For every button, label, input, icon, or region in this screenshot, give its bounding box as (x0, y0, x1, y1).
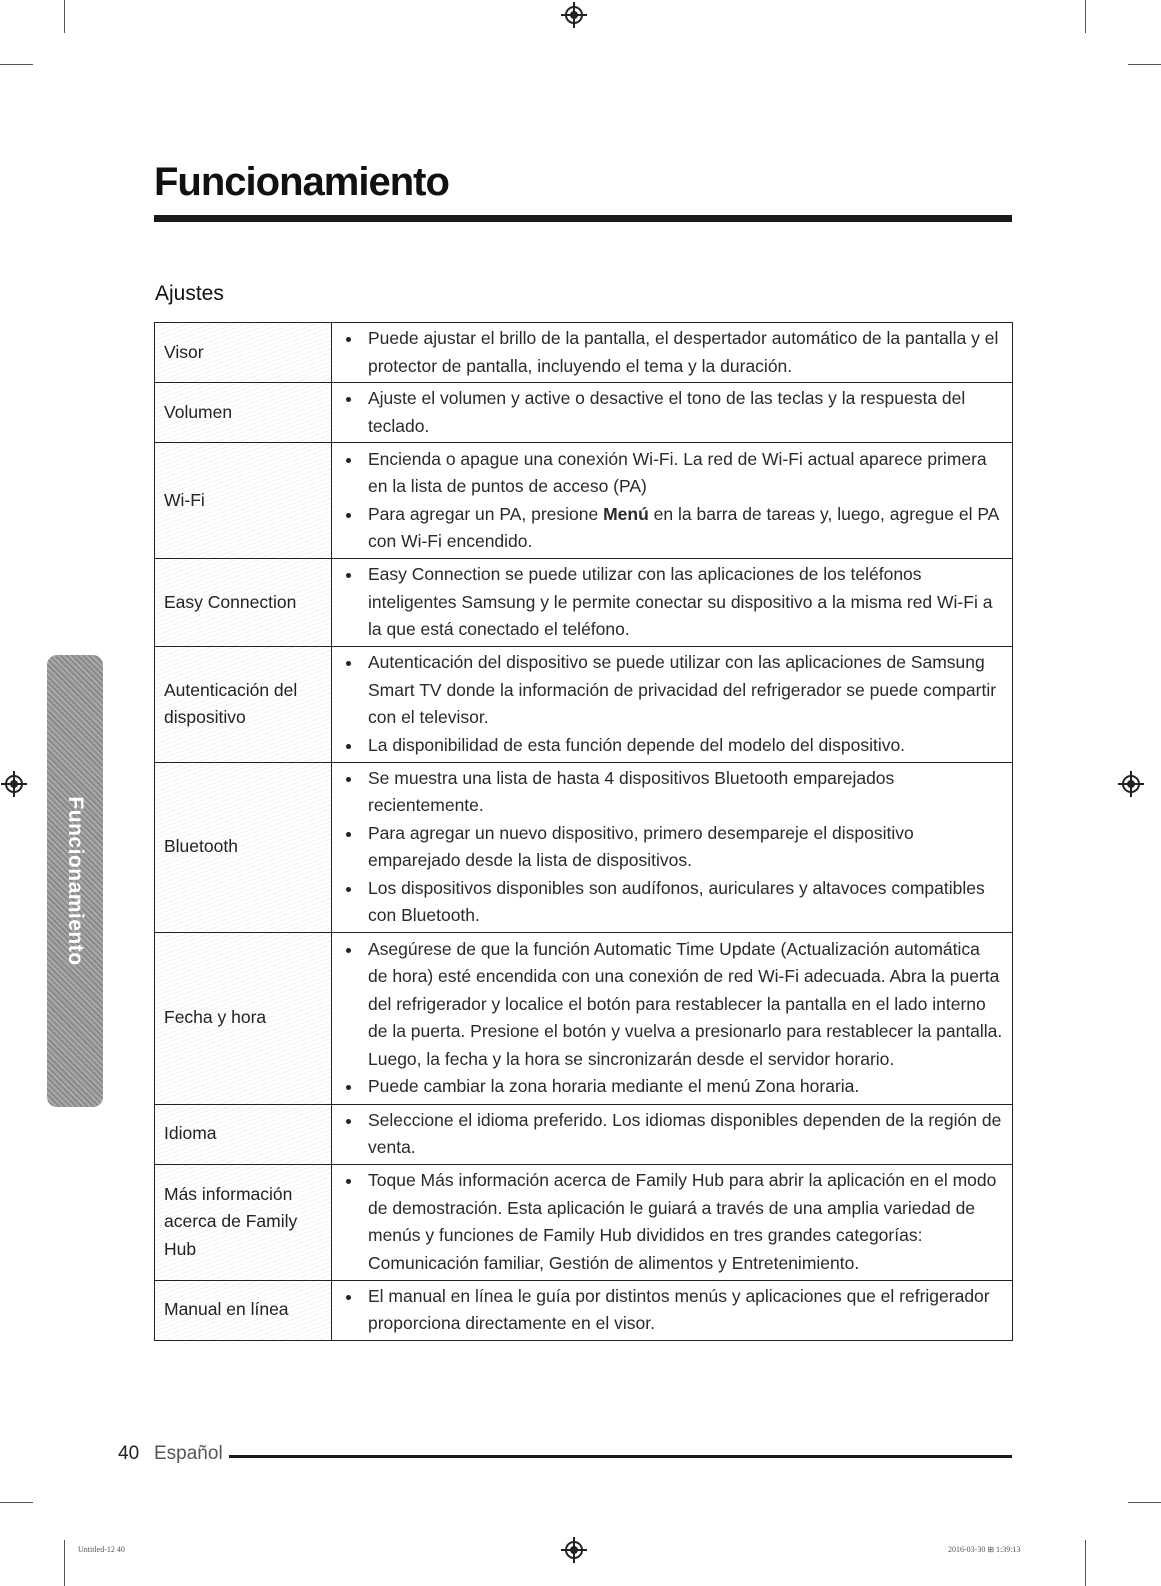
registration-mark-icon (5, 775, 23, 793)
setting-name: Easy Connection (155, 559, 332, 647)
table-row (155, 383, 1013, 443)
print-slug-left: Untitled-12 40 (78, 1545, 125, 1554)
setting-description (332, 323, 1013, 383)
bullet-item: Para agregar un nuevo dispositivo, primero desempareje el dispositivo emparejado desde la lista de dispositivos. (338, 820, 1004, 875)
registration-mark-icon (565, 6, 583, 24)
table-row (155, 323, 1013, 383)
bullet-item: Se muestra una lista de hasta 4 dispositivos Bluetooth emparejados recientemente. (338, 765, 1004, 820)
trim-mark (1128, 1502, 1161, 1503)
table-row (155, 932, 1013, 1104)
bullet-item: Easy Connection se puede utilizar con las aplicaciones de los teléfonos inteligentes Samsung y le permite conectar su dispositivo a la misma red Wi-Fi a la que está conectado el teléfono. (338, 561, 1004, 644)
setting-description (332, 383, 1013, 443)
trim-mark (0, 1502, 33, 1503)
page-title: Funcionamiento (154, 160, 449, 204)
side-tab-label: Funcionamiento (64, 796, 87, 966)
menu-term: Menú (603, 503, 649, 524)
table-row (155, 1104, 1013, 1164)
table-row (155, 646, 1013, 762)
setting-description (332, 762, 1013, 932)
table-row (155, 559, 1013, 647)
trim-mark (1085, 1540, 1086, 1586)
trim-mark (1085, 0, 1086, 33)
table-row (155, 1280, 1013, 1340)
bullet-list (338, 561, 1004, 644)
setting-description (332, 932, 1013, 1104)
setting-description (332, 646, 1013, 762)
setting-name: Más información acerca de Family Hub (155, 1164, 332, 1280)
bullet-item (338, 501, 1004, 556)
bullet-item: Encienda o apague una conexión Wi-Fi. La red de Wi-Fi actual aparece primera en la lista de puntos de acceso (PA) (338, 446, 1004, 501)
setting-name: Visor (155, 323, 332, 383)
bullet-list (338, 1283, 1004, 1338)
bullet-list (338, 385, 1004, 440)
setting-name: Volumen (155, 383, 332, 443)
bullet-list (338, 446, 1004, 556)
bullet-list (338, 325, 1004, 380)
bullet-text: en la barra de tareas y, luego, agregue el PA con Wi-Fi encendido. (368, 503, 999, 551)
bullet-item: Los dispositivos disponibles son audífonos, auriculares y altavoces compatibles con Bluetooth. (338, 875, 1004, 930)
bullet-item: Puede ajustar el brillo de la pantalla, el despertador automático de la pantalla y el protector de pantalla, incluyendo el tema y la duración. (338, 325, 1004, 380)
setting-description (332, 1164, 1013, 1280)
trim-mark (0, 64, 33, 65)
registration-mark-icon (1122, 775, 1140, 793)
bullet-list (338, 649, 1004, 759)
bullet-list (338, 936, 1004, 1101)
footer-language: Español (154, 1443, 223, 1464)
setting-description (332, 1104, 1013, 1164)
table-row (155, 443, 1013, 559)
setting-name: Autenticación del dispositivo (155, 646, 332, 762)
setting-name: Fecha y hora (155, 932, 332, 1104)
bullet-item: El manual en línea le guía por distintos menús y aplicaciones que el refrigerador proporciona directamente en el visor. (338, 1283, 1004, 1338)
table-row (155, 1164, 1013, 1280)
bullet-item: La disponibilidad de esta función depende del modelo del dispositivo. (338, 732, 1004, 760)
trim-mark (1128, 64, 1161, 65)
setting-description (332, 443, 1013, 559)
section-heading: Ajustes (155, 282, 224, 305)
title-rule (154, 215, 1012, 222)
trim-mark (64, 1540, 65, 1586)
bullet-list (338, 765, 1004, 930)
bullet-text: Para agregar un PA, presione (368, 503, 604, 524)
page-number: 40 (118, 1443, 140, 1464)
footer-rule (229, 1455, 1012, 1458)
bullet-item: Autenticación del dispositivo se puede utilizar con las aplicaciones de Samsung Smart TV donde la información de privacidad del refrigerador se puede compartir con el televisor. (338, 649, 1004, 732)
setting-name: Idioma (155, 1104, 332, 1164)
side-tab (47, 655, 103, 1107)
trim-mark (64, 0, 65, 33)
bullet-item: Toque Más información acerca de Family Hub para abrir la aplicación en el modo de demostración. Esta aplicación le guiará a través de una amplia variedad de menús y funciones de Family Hub divididos en tres grandes categorías: Comunicación familiar, Gestión de alimentos y Entretenimiento. (338, 1167, 1004, 1277)
bullet-item: Ajuste el volumen y active o desactive el tono de las teclas y la respuesta del teclado. (338, 385, 1004, 440)
bullet-item: Seleccione el idioma preferido. Los idiomas disponibles dependen de la región de venta. (338, 1107, 1004, 1162)
print-slug-right: 2016-03-30 ⊞ 1:39:13 (948, 1545, 1021, 1554)
bullet-list (338, 1107, 1004, 1162)
table-row (155, 762, 1013, 932)
setting-name: Bluetooth (155, 762, 332, 932)
registration-mark-icon (565, 1541, 583, 1559)
bullet-item: Puede cambiar la zona horaria mediante el menú Zona horaria. (338, 1073, 1004, 1101)
setting-description (332, 559, 1013, 647)
setting-name: Manual en línea (155, 1280, 332, 1340)
bullet-item: Asegúrese de que la función Automatic Time Update (Actualización automática de hora) esté encendida con una conexión de red Wi-Fi adecuada. Abra la puerta del refrigerador y localice el botón para restablecer la pantalla en el lado interno de la puerta. Presione el botón y vuelva a presionarlo para restablecer la pantalla. Luego, la fecha y la hora se sincronizarán desde el servidor horario. (338, 936, 1004, 1074)
settings-table (154, 322, 1013, 1341)
setting-name: Wi-Fi (155, 443, 332, 559)
bullet-list (338, 1167, 1004, 1277)
setting-description (332, 1280, 1013, 1340)
